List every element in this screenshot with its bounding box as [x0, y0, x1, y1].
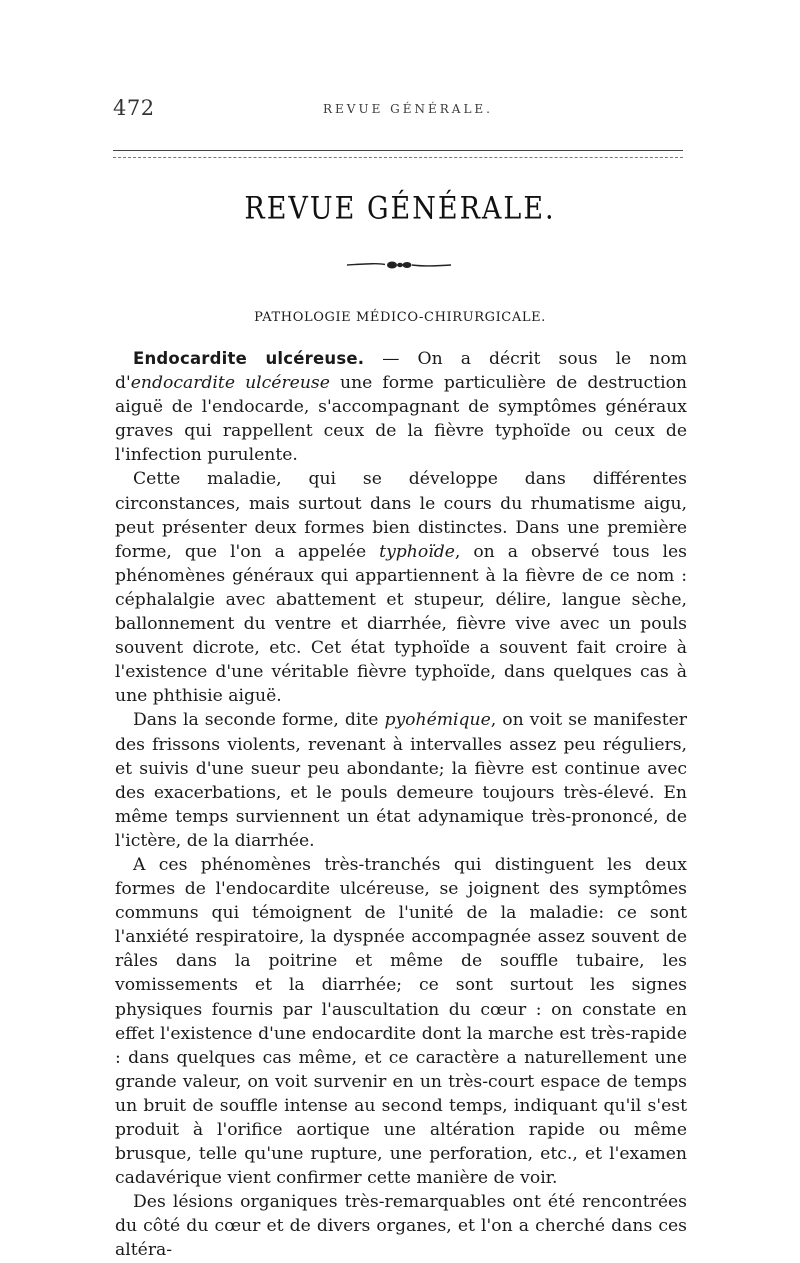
italic-term: pyohémique: [384, 710, 491, 731]
running-head: [113, 96, 683, 128]
paragraph: [115, 347, 687, 467]
paragraph-text: , on a observé tous les phénomènes généraux qui appartiennent à la fièvre de ce nom : céphalalgie avec abattement et stupeur, délire, langue sèche, ballonnement du ventre et diarrhée, fièvre vive avec un pouls souvent dicrote, etc. Cet état typhoïde a souvent fait croire à l'existence d'une véritable fièvre typhoïde, dans quelques cas à une phthisie aiguë.: [115, 541, 687, 707]
paragraph-text: Cette maladie, qui se développe dans différentes circonstances, mais surtout dans le cours du rhumatisme aigu, peut présenter deux formes bien distinctes. Dans une première forme, que l'on a appelée: [115, 469, 687, 562]
section-title: PATHOLOGIE MÉDICO-CHIRURGICALE.: [254, 310, 546, 325]
italic-term: typhoïde: [379, 541, 455, 562]
article-body: [115, 347, 687, 1263]
paragraph-text: une forme particulière de destruction aiguë de l'endocarde, s'accompagnant de symptômes généraux graves qui rappellent ceux de la fièvre typhoïde ou ceux de l'infection purulente.: [115, 373, 687, 466]
italic-term: endocardite ulcéreuse: [130, 373, 330, 394]
paragraph-text: — On a décrit sous le nom d': [115, 349, 687, 394]
paragraph-text: Des lésions organiques très-remarquables ont été rencontrées du côté du cœur et de divers organes, et l'on a cherché dans ces altéra-: [115, 1192, 687, 1261]
paragraph-text: A ces phénomènes très-tranchés qui distinguent les deux formes de l'endocardite ulcéreuse, se joignent des symptômes communs qui témoignent de l'unité de la maladie: ce sont l'anxiété respiratoire, la dyspnée accompagnée assez souvent de râles dans la poitrine et même de souffle tubaire, les vomissements et la diarrhée; ce sont surtout les signes physiques fournis par l'auscultation du cœur : on constate en effet l'existence d'une endocardite dont la marche est très-rapide : dans quelques cas même, et ce caractère a naturellement une grande valeur, on voit survenir en un très-court espace de temps un bruit de souffle intense au second temps, indiquant qu'il s'est produit à l'orifice aortique une altération rapide ou même brusque, telle qu'une rupture, une perforation, etc., et l'examen cadavérique vient confirmer cette manière de voir.: [115, 854, 687, 1189]
paragraph-text: , on voit se manifester des frissons violents, revenant à intervalles assez peu réguliers, et suivis d'une sueur peu abondante; la fièvre est continue avec des exacerbations, et le pouls demeure toujours très-élevé. En même temps surviennent un état adynamique très-prononcé, de l'ictère, de la diarrhée.: [115, 710, 688, 851]
header-rule: [113, 150, 683, 158]
paragraph: [115, 1190, 687, 1262]
page-number: 472: [113, 96, 155, 120]
paragraph: [115, 467, 687, 708]
page-title: REVUE GÉNÉRALE.: [244, 190, 556, 227]
lead-heading: Endocardite ulcéreuse.: [133, 349, 365, 368]
paragraph-text: Dans la seconde forme, dite: [133, 710, 385, 731]
running-title: REVUE GÉNÉRALE.: [323, 102, 493, 116]
paragraph: [115, 853, 687, 1190]
ornament-divider: [345, 258, 453, 272]
paragraph: [115, 708, 687, 853]
